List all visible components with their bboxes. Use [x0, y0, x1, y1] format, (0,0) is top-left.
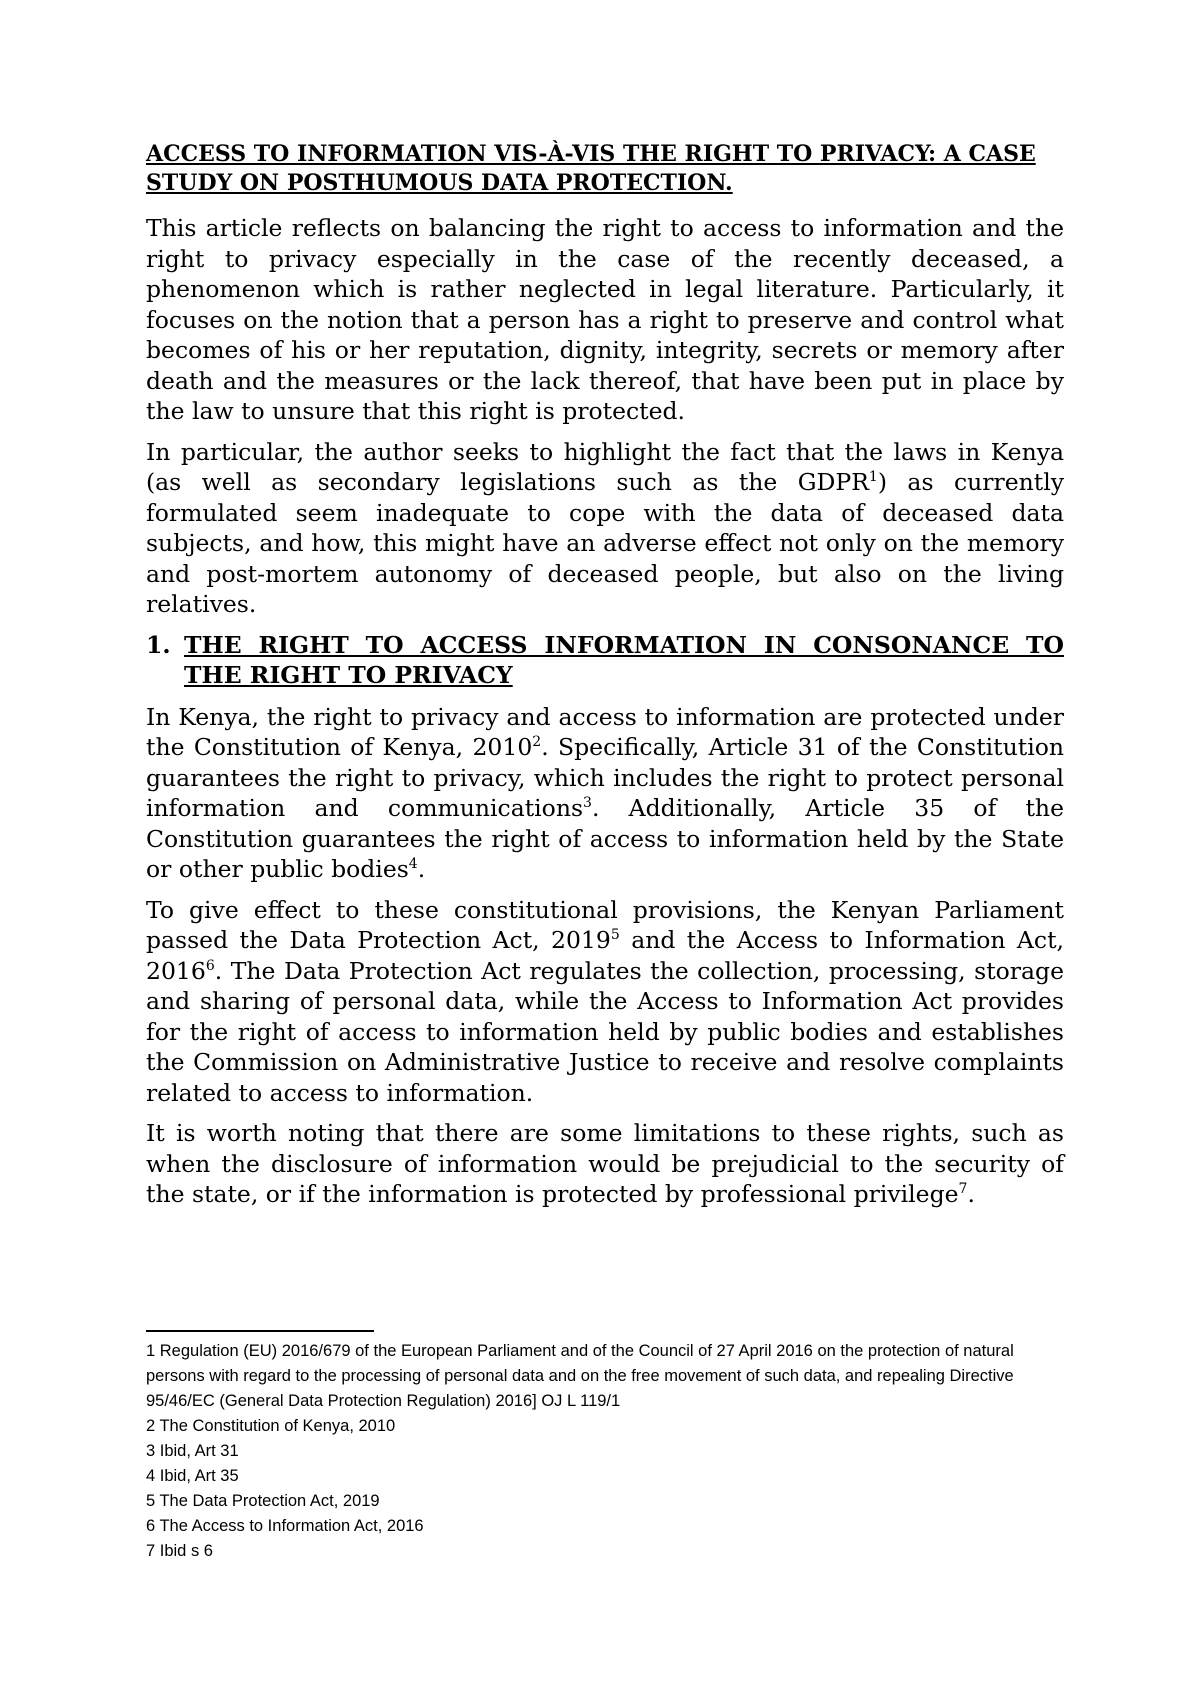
text-run: To give effect to these constitutional provisions, the Kenyan Parliament passed the Data Protection Act, 2019 — [146, 895, 1064, 954]
section1-paragraph-3 — [146, 1118, 1064, 1210]
footnote-ref-5: 5 — [610, 927, 620, 944]
section-heading — [146, 630, 1064, 691]
footnote-ref-1: 1 — [868, 469, 878, 486]
footnote-6: 6 The Access to Information Act, 2016 — [146, 1517, 424, 1535]
section1-paragraph-2 — [146, 895, 1064, 1109]
text-run: ) as currently formulated seem inadequate to cope with the data of deceased data subjects, and how, this might have an adverse effect not only on the memory and post-mortem autonomy of deceased people, but also on the living relatives. — [146, 468, 1064, 618]
footnote-7: 7 Ibid s 6 — [146, 1542, 213, 1560]
intro-paragraph-1: This article reflects on balancing the right to access to information and the right to privacy especially in the case of the recently deceased, a phenomenon which is rather neglected in legal literature. Particularly, it focuses on the notion that a person has a right to preserve and control what becomes of his or her reputation, dignity, integrity, secrets or memory after death and the measures or the lack thereof, that have been put in place by the law to unsure that this right is protected. — [146, 214, 1064, 425]
text-run: and the Access to Information Act, 2016 — [146, 926, 1064, 985]
text-run: . Additionally, Article 35 of the Constitution guarantees the right of access to information held by the State or other public bodies — [146, 794, 1064, 883]
footnote-ref-2: 2 — [532, 734, 542, 751]
footnotes — [146, 1330, 1064, 1564]
text-run: . The Data Protection Act regulates the collection, processing, storage and sharing of personal data, while the Access to Information Act provides for the right of access to information held by public bodies and establishes the Commission on Administrative Justice to receive and resolve complaints related to access to information. — [146, 956, 1064, 1107]
section1-paragraph-1 — [146, 702, 1064, 885]
document-body — [146, 140, 1064, 1220]
text-run: It is worth noting that there are some limitations to these rights, such as when the disclosure of information would be prejudicial to the security of the state, or if the information is protected by professional privilege — [146, 1119, 1064, 1208]
footnote-2: 2 The Constitution of Kenya, 2010 — [146, 1417, 396, 1435]
section-heading-text: THE RIGHT TO ACCESS INFORMATION IN CONSONANCE TO THE RIGHT TO PRIVACY — [184, 630, 1064, 689]
footnote-3: 3 Ibid, Art 31 — [146, 1442, 239, 1460]
footnote-1: 1 Regulation (EU) 2016/679 of the European Parliament and of the Council of 27 April 2016 on the protection of natural persons with regard to the processing of personal data and on the free movement of such data, and repealing Directive 95/46/EC (General Data Protection Regulation) 2016] OJ L 119/1 — [146, 1342, 1014, 1410]
text-run: In Kenya, the right to privacy and access to information are protected under the Constitution of Kenya, 2010 — [146, 702, 1064, 761]
footnote-4: 4 Ibid, Art 35 — [146, 1467, 239, 1485]
footnote-ref-4: 4 — [408, 856, 418, 873]
text-run: In particular, the author seeks to highlight the fact that the laws in Kenya (as well as secondary legislations such as the GDPR — [146, 437, 1064, 496]
footnote-ref-6: 6 — [205, 957, 215, 974]
footnote-ref-3: 3 — [583, 795, 592, 812]
text-run: . — [417, 855, 426, 883]
intro-paragraph-2 — [146, 437, 1064, 620]
document-title: ACCESS TO INFORMATION VIS-À-VIS THE RIGHT TO PRIVACY: A CASE STUDY ON POSTHUMOUS DATA PROTECTION. — [146, 141, 1036, 196]
section-number: 1. — [146, 630, 171, 659]
footnote-5: 5 The Data Protection Act, 2019 — [146, 1492, 380, 1510]
footnote-separator — [146, 1330, 374, 1332]
text-run: . Specifically, Article 31 of the Constitution guarantees the right to privacy, which includes the right to protect personal information and communications — [146, 733, 1064, 822]
text-run: . — [967, 1180, 975, 1208]
footnote-ref-7: 7 — [958, 1181, 968, 1198]
